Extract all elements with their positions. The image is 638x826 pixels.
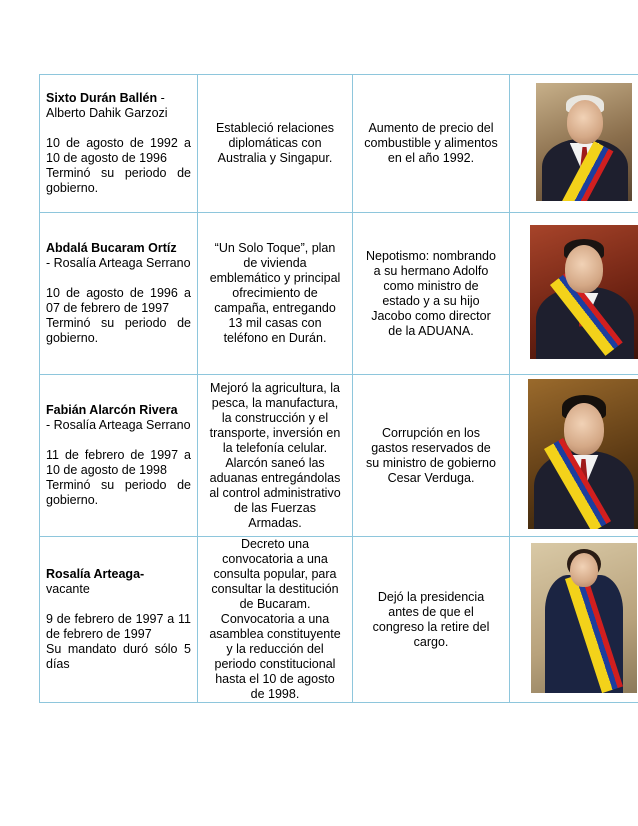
achievement-text: Mejoró la agricultura, la pesca, la manufactura, la construcción y el transporte, inversión en la telefonía celular. Alarcón saneó las aduanas entregándolas al control administrativo de las Fuerzas Armadas. [209,380,341,530]
portrait-cell [510,213,638,375]
term-period: 10 de agosto de 1996 a 07 de febrero de 1997 [46,286,191,315]
achievement-cell [198,75,353,213]
portrait-sixto-duran-ballen-icon [536,83,632,201]
term-note: Terminó su periodo de gobierno. [46,478,191,507]
negative-text: Nepotismo: nombrando a su hermano Adolfo como ministro de estado y a su hijo Jacobo como director de la ADUANA. [366,248,496,338]
term-period: 9 de febrero de 1997 a 11 de febrero de 1997 [46,612,191,641]
president-info-cell [40,75,198,213]
achievement-cell [198,375,353,537]
president-name: Rosalía Arteaga- [46,567,145,581]
table-row [40,375,638,537]
negative-cell [353,213,510,375]
achievement-text: Estableció relaciones diplomáticas con Australia y Singapur. [215,121,335,165]
vice-president: Alberto Dahik Garzozi [46,106,168,120]
term-period: 11 de febrero de 1997 a 10 de agosto de 1998 [46,448,191,477]
negative-cell [353,375,510,537]
president-name: Abdalá Bucaram Ortíz [46,241,177,255]
vice-president: - Rosalía Arteaga Serrano [46,418,191,432]
term-note: Terminó su periodo de gobierno. [46,316,191,345]
table-row [40,75,638,213]
vice-president: vacante [46,582,90,596]
president-info-cell [40,537,198,703]
achievement-cell [198,537,353,703]
negative-cell [353,537,510,703]
table-row [40,537,638,703]
term-note: Su mandato duró sólo 5 días [46,642,191,671]
achievement-cell [198,213,353,375]
president-name: Fabián Alarcón Rivera [46,403,178,417]
negative-text: Aumento de precio del combustible y alimentos en el año 1992. [364,121,498,165]
name-separator: - [157,91,165,105]
presidents-table [39,74,638,703]
president-info-cell [40,213,198,375]
achievement-text: Decreto una convocatoria a una consulta popular, para consultar la destitución de Bucaram. Convocatoria a una asamblea constituyente y la reducción del periodo constitucional hasta el 10 de agosto de 1998. [209,537,341,701]
table-row [40,213,638,375]
portrait-abdala-bucaram-icon [530,225,638,359]
achievement-text: “Un Solo Toque”, plan de vivienda emblemático y principal ofrecimiento de campaña, entregando 13 mil casas con teléfono en Durán. [209,241,341,345]
negative-text: Dejó la presidencia antes de que el congreso la retire del cargo. [372,589,490,649]
portrait-cell [510,75,638,213]
term-period: 10 de agosto de 1992 a 10 de agosto de 1996 [46,136,191,165]
vice-president: - Rosalía Arteaga Serrano [46,256,191,270]
president-info-cell [40,375,198,537]
portrait-cell [510,375,638,537]
portrait-rosalia-arteaga-icon [531,543,637,693]
negative-cell [353,75,510,213]
president-name: Sixto Durán Ballén [46,91,158,105]
portrait-cell [510,537,638,703]
term-note: Terminó su periodo de gobierno. [46,166,191,195]
negative-text: Corrupción en los gastos reservados de su ministro de gobierno Cesar Verduga. [366,425,496,485]
portrait-fabian-alarcon-icon [528,379,638,529]
